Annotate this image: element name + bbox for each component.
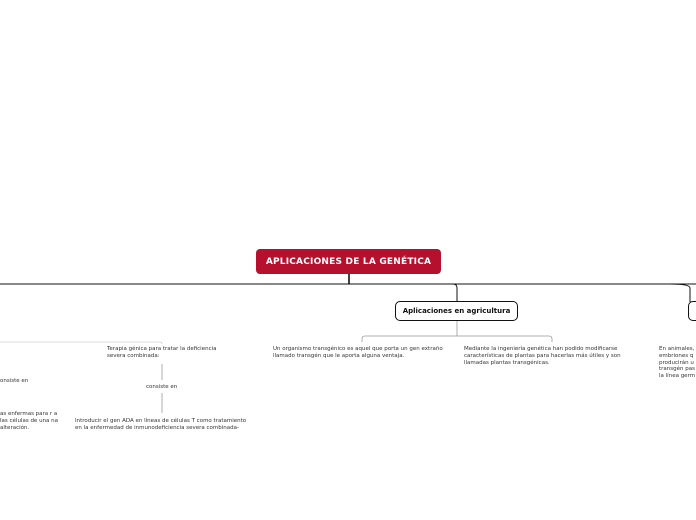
- ada-treatment-text: Introducir el gen ADA en líneas de células T como tratamiento en la enfermedad de inmunodeficiencia severa combinada-: [75, 418, 247, 431]
- cut-disease-note[interactable]: [0, 411, 64, 431]
- animals-topic[interactable]: [688, 301, 696, 321]
- cut-consiste-label[interactable]: [0, 378, 28, 384]
- cut-consiste-text: onsiste en: [0, 378, 29, 384]
- animals-note-text: En animales, embriones q producirán u transgén pas la línea germ: [659, 346, 696, 380]
- therapy-heading-note[interactable]: [107, 346, 219, 360]
- engineering-note[interactable]: [464, 346, 626, 366]
- ada-treatment-note[interactable]: [75, 418, 250, 432]
- consiste-en-text: consiste en: [146, 384, 178, 390]
- engineering-note-text: Mediante la ingeniería genética han podido modificarse características de plantas para hacerlas más útiles y son llamadas plantas transgénicas.: [464, 346, 621, 366]
- agriculture-topic[interactable]: [395, 301, 518, 321]
- animals-connector: [670, 284, 690, 302]
- cut-disease-text: as enfermas para r a las células de una na alteración.: [0, 411, 59, 431]
- agriculture-topic-label: Aplicaciones en agricultura: [402, 307, 511, 315]
- transgenic-definition-text: Un organismo transgénico es aquel que porta un gen extraño llamado transgén que le aporta alguna ventaja.: [273, 346, 443, 359]
- central-topic[interactable]: [256, 249, 441, 274]
- agriculture-connector: [453, 284, 457, 302]
- central-topic-label: APLICACIONES DE LA GENÉTICA: [265, 256, 432, 267]
- transgenic-definition-note[interactable]: [273, 346, 451, 360]
- consiste-en-label[interactable]: [146, 384, 177, 390]
- animals-note[interactable]: [659, 346, 696, 380]
- therapy-heading-text: Terapia génica para tratar la deficiencia severa combinada:: [107, 346, 217, 359]
- agri-bracket: [362, 336, 552, 342]
- left-bracket: [0, 342, 162, 344]
